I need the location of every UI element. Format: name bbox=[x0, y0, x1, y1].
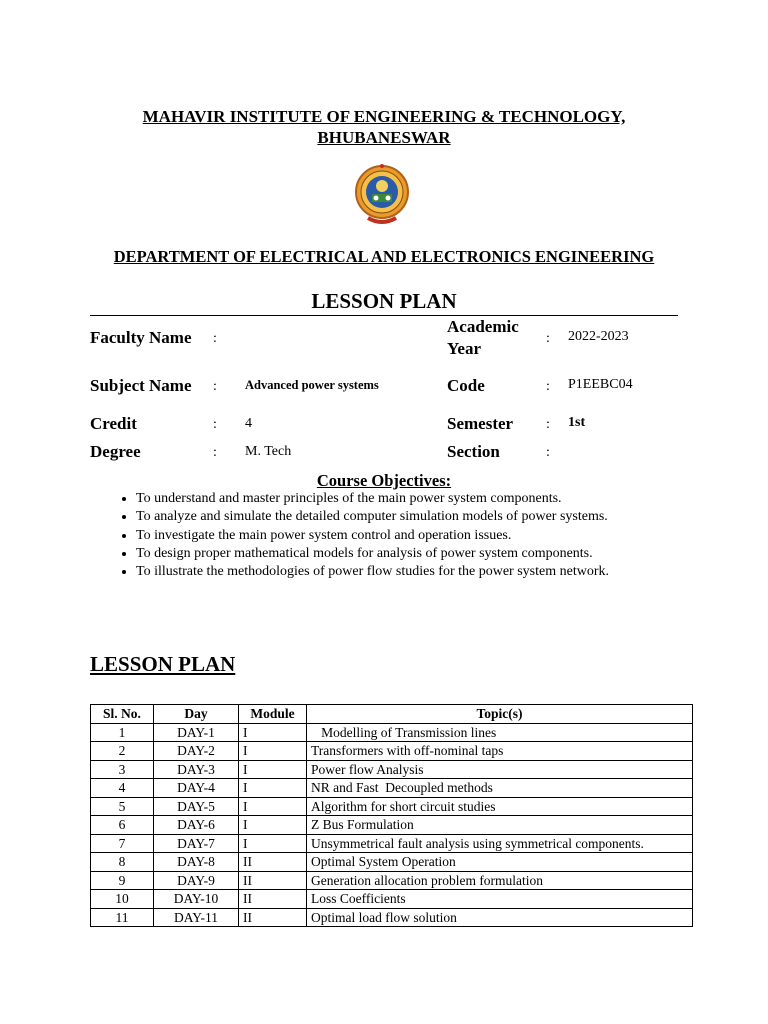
cell-day: DAY-8 bbox=[154, 853, 239, 872]
colon: : bbox=[213, 379, 217, 394]
cell-module: I bbox=[239, 723, 307, 742]
colon: : bbox=[546, 331, 550, 346]
list-item: • To illustrate the methodologies of power flow studies for the power system network. bbox=[136, 563, 736, 581]
cell-sl-no: 9 bbox=[91, 871, 154, 890]
cell-day: DAY-10 bbox=[154, 890, 239, 909]
lesson-plan-rows bbox=[91, 723, 693, 927]
cell-topic: Z Bus Formulation bbox=[307, 816, 693, 835]
cell-module: I bbox=[239, 834, 307, 853]
cell-day: DAY-9 bbox=[154, 871, 239, 890]
subject-name-value: Advanced power systems bbox=[245, 378, 379, 392]
department-name: DEPARTMENT OF ELECTRICAL AND ELECTRONICS ENGINEERING bbox=[113, 247, 655, 266]
list-item: • To design proper mathematical models for analysis of power system components. bbox=[136, 545, 736, 563]
academic-year-value: 2022-2023 bbox=[568, 329, 629, 344]
credit-label: Credit bbox=[90, 414, 137, 433]
cell-module: II bbox=[239, 871, 307, 890]
cell-topic: Power flow Analysis bbox=[307, 760, 693, 779]
degree-label: Degree bbox=[90, 442, 141, 461]
course-objectives-list bbox=[110, 490, 736, 581]
header-sl-no: Sl. No. bbox=[91, 705, 154, 724]
cell-sl-no: 6 bbox=[91, 816, 154, 835]
table-row bbox=[91, 853, 693, 872]
cell-topic: Algorithm for short circuit studies bbox=[307, 797, 693, 816]
lesson-plan-table bbox=[90, 704, 693, 927]
colon: : bbox=[546, 379, 550, 394]
cell-topic: Generation allocation problem formulation bbox=[307, 871, 693, 890]
cell-sl-no: 5 bbox=[91, 797, 154, 816]
institute-name-line2: BHUBANESWAR bbox=[317, 128, 451, 147]
table-row bbox=[91, 797, 693, 816]
cell-topic: Optimal load flow solution bbox=[307, 908, 693, 927]
cell-day: DAY-11 bbox=[154, 908, 239, 927]
cell-sl-no: 10 bbox=[91, 890, 154, 909]
subject-name-label: Subject Name bbox=[90, 376, 192, 395]
cell-module: II bbox=[239, 908, 307, 927]
cell-day: DAY-1 bbox=[154, 723, 239, 742]
cell-sl-no: 1 bbox=[91, 723, 154, 742]
cell-day: DAY-6 bbox=[154, 816, 239, 835]
cell-module: I bbox=[239, 779, 307, 798]
academic-year-label bbox=[447, 316, 519, 360]
cell-sl-no: 3 bbox=[91, 760, 154, 779]
table-row bbox=[91, 908, 693, 927]
table-row bbox=[91, 890, 693, 909]
colon: : bbox=[546, 445, 550, 460]
list-item: • To analyze and simulate the detailed computer simulation models of power systems. bbox=[136, 508, 736, 526]
header-module: Module bbox=[239, 705, 307, 724]
list-item: • To understand and master principles of the main power system components. bbox=[136, 490, 736, 508]
colon: : bbox=[546, 417, 550, 432]
cell-sl-no: 11 bbox=[91, 908, 154, 927]
academic-year-label-line2: Year bbox=[447, 339, 481, 358]
cell-sl-no: 4 bbox=[91, 779, 154, 798]
header-day: Day bbox=[154, 705, 239, 724]
semester-label: Semester bbox=[447, 414, 514, 433]
cell-day: DAY-4 bbox=[154, 779, 239, 798]
page-title: LESSON PLAN bbox=[311, 289, 457, 313]
institute-name bbox=[0, 106, 768, 148]
cell-module: II bbox=[239, 890, 307, 909]
code-label: Code bbox=[447, 376, 485, 395]
table-row bbox=[91, 834, 693, 853]
cell-day: DAY-7 bbox=[154, 834, 239, 853]
cell-day: DAY-5 bbox=[154, 797, 239, 816]
table-header-row bbox=[91, 705, 693, 724]
institute-logo bbox=[354, 162, 410, 228]
cell-topic: NR and Fast Decoupled methods bbox=[307, 779, 693, 798]
degree-value: M. Tech bbox=[245, 444, 292, 459]
cell-day: DAY-3 bbox=[154, 760, 239, 779]
cell-module: I bbox=[239, 760, 307, 779]
cell-topic: Unsymmetrical fault analysis using symmetrical components. bbox=[307, 834, 693, 853]
academic-year-label-line1: Academic bbox=[447, 317, 519, 336]
section-label: Section bbox=[447, 442, 500, 461]
semester-value: 1st bbox=[568, 415, 586, 430]
title-divider bbox=[90, 315, 678, 316]
cell-module: I bbox=[239, 742, 307, 761]
table-row bbox=[91, 816, 693, 835]
cell-day: DAY-2 bbox=[154, 742, 239, 761]
credit-value: 4 bbox=[245, 416, 252, 431]
lesson-plan-heading: LESSON PLAN bbox=[90, 652, 236, 676]
faculty-name-label: Faculty Name bbox=[90, 328, 192, 347]
cell-sl-no: 8 bbox=[91, 853, 154, 872]
cell-sl-no: 7 bbox=[91, 834, 154, 853]
colon: : bbox=[213, 417, 217, 432]
code-value: P1EEBC04 bbox=[568, 377, 633, 392]
list-item: • To investigate the main power system control and operation issues. bbox=[136, 527, 736, 545]
table-row bbox=[91, 779, 693, 798]
course-objectives-title: Course Objectives: bbox=[316, 471, 452, 490]
header-topics: Topic(s) bbox=[307, 705, 693, 724]
cell-topic: Optimal System Operation bbox=[307, 853, 693, 872]
colon: : bbox=[213, 331, 217, 346]
cell-module: II bbox=[239, 853, 307, 872]
cell-module: I bbox=[239, 797, 307, 816]
table-row bbox=[91, 742, 693, 761]
institute-name-line1: MAHAVIR INSTITUTE OF ENGINEERING & TECHNOLOGY, bbox=[142, 107, 626, 126]
cell-topic: Loss Coefficients bbox=[307, 890, 693, 909]
cell-sl-no: 2 bbox=[91, 742, 154, 761]
cell-module: I bbox=[239, 816, 307, 835]
colon: : bbox=[213, 445, 217, 460]
table-row bbox=[91, 760, 693, 779]
table-row bbox=[91, 723, 693, 742]
cell-topic: Modelling of Transmission lines bbox=[307, 723, 693, 742]
table-row bbox=[91, 871, 693, 890]
cell-topic: Transformers with off-nominal taps bbox=[307, 742, 693, 761]
